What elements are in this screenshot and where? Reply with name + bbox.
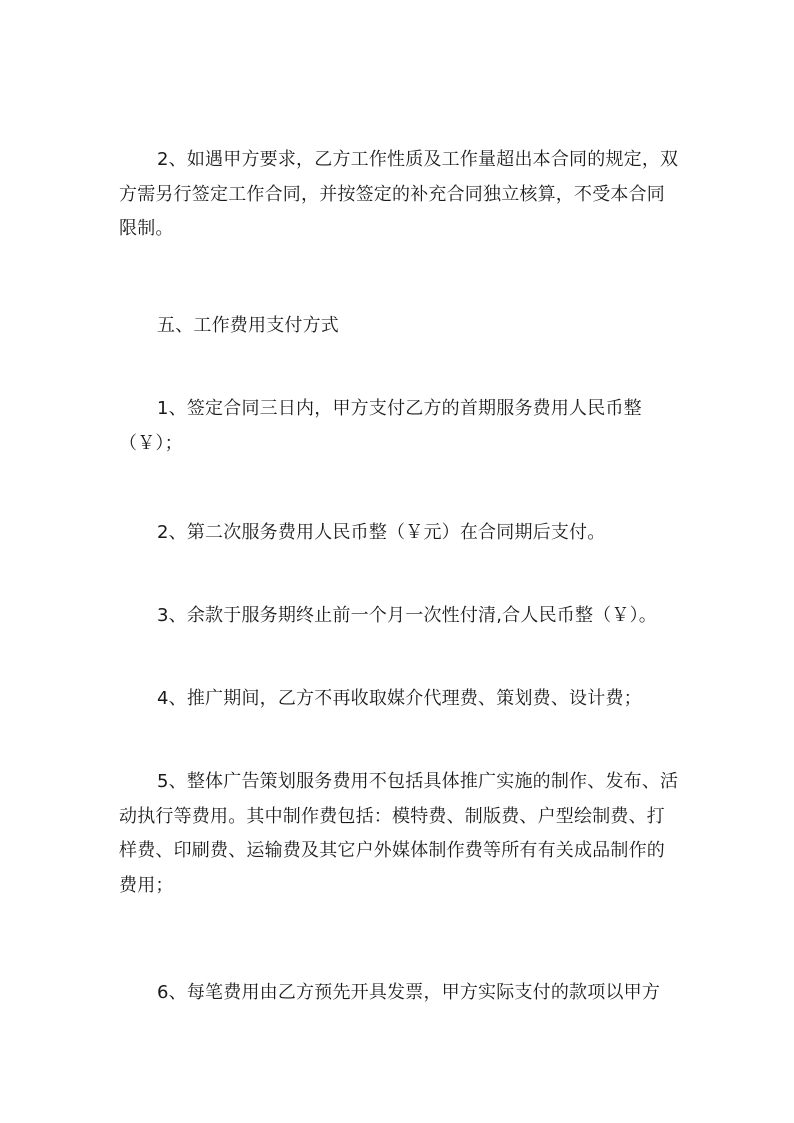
- paragraph-clause-2-scope: 2、如遇甲方要求，乙方工作性质及工作量超出本合同的规定，双方需另行签定工作合同，并按签定的补充合同独立核算，不受本合同限制。: [119, 149, 679, 239]
- paragraph-payment-5: 5、整体广告策划服务费用不包括具体推广实施的制作、发布、活动执行等费用。其中制作费包括：模特费、制版费、户型绘制费、打样费、印刷费、运输费及其它户外媒体制作费等所有有关成品制作的费用；: [119, 771, 679, 896]
- paragraph-payment-6: 6、每笔费用由乙方预先开具发票，甲方实际支付的款项以甲方: [157, 982, 661, 1003]
- section-heading-payment: 五、工作费用支付方式: [157, 315, 339, 336]
- paragraph-payment-2: 2、第二次服务费用人民币整（￥元）在合同期后支付。: [157, 522, 606, 543]
- paragraph-payment-4: 4、推广期间，乙方不再收取媒介代理费、策划费、设计费；: [157, 688, 642, 709]
- paragraph-payment-3: 3、余款于服务期终止前一个月一次性付清,合人民币整（￥）。: [157, 605, 657, 626]
- paragraph-payment-1: 1、签定合同三日内，甲方支付乙方的首期服务费用人民币整（￥）；: [119, 398, 642, 454]
